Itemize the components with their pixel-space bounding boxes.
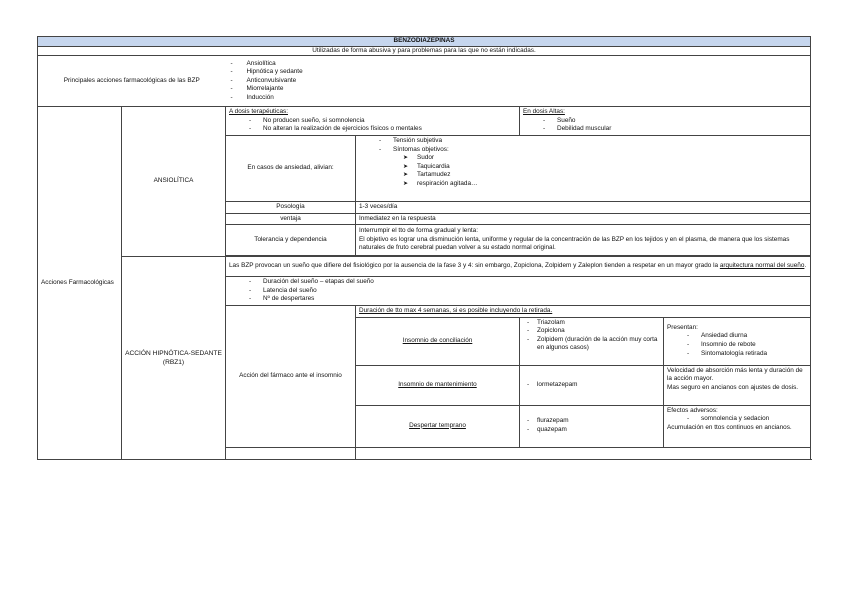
page <box>37 36 810 460</box>
temprano-notes-cell <box>664 405 811 447</box>
list-item: - Hipnótica y sedante <box>229 68 808 77</box>
list-item: - Insomnio de rebote <box>667 341 807 350</box>
list-item: - Tensión subjetiva <box>359 137 807 146</box>
objetivos-list <box>359 154 807 188</box>
dosis-altas-list <box>523 117 807 134</box>
ansiedad-label: En casos de ansiedad, alivian: <box>226 135 356 201</box>
mantenimiento-note2: Mas seguro en ancianos con ajustes de dosis. <box>667 383 799 391</box>
ventaja-label: ventaja <box>226 213 356 225</box>
hipnotica-effects-cell <box>226 277 811 306</box>
list-item: ➤ Sudor <box>359 154 807 163</box>
duracion-note: Duración de tto max 4 semanas, si es posible incluyendo la retirada. <box>356 305 811 317</box>
list-item: - Ansiolítica <box>229 60 808 69</box>
list-item: - Anticonvulsivante <box>229 77 808 86</box>
dosis-altas-cell <box>520 107 811 136</box>
list-item: - Duración del sueño – etapas del sueño <box>229 278 807 287</box>
empty-cell <box>226 447 356 459</box>
list-item: - somnolencia y sedacion <box>667 415 807 424</box>
conciliacion-drugs <box>523 319 660 353</box>
table-title: BENZODIAZEPINAS <box>38 37 811 47</box>
temprano-drugs <box>523 417 660 434</box>
conciliacion-label: Insomnio de conciliación <box>356 317 520 365</box>
hipnotica-effects-list <box>229 278 807 304</box>
list-item: - Zolpidem (duración de la acción muy corta en algunos casos) <box>523 336 660 353</box>
list-item: - flurazepam <box>523 417 660 426</box>
list-item: - Sueño <box>523 117 807 126</box>
ventaja-value: Inmediatez en la respuesta <box>356 213 811 225</box>
adversos-heading: Efectos adversos: <box>667 406 718 414</box>
mantenimiento-drugs <box>523 381 660 390</box>
tolerancia-cell <box>356 225 811 256</box>
acumulacion-note: Acumulación en ttos continuos en ancianos. <box>667 423 792 431</box>
list-item: - Debilidad muscular <box>523 125 807 134</box>
tolerancia-line1: Interrumpir el tto de forma gradual y lenta: <box>359 227 478 235</box>
intro-end: . <box>804 262 807 270</box>
posologia-value: 1-3 veces/día <box>356 201 811 213</box>
list-item: - Latencia del sueño <box>229 287 807 296</box>
list-item: ➤ Tartamudez <box>359 171 807 180</box>
benzodiazepinas-table <box>37 36 811 460</box>
temprano-label: Despertar temprano <box>356 405 520 447</box>
ansiedad-list <box>359 137 807 154</box>
principales-list-cell <box>226 56 811 107</box>
tolerancia-line2: El objetivo es lograr una disminución lenta, uniforme y regular de la concentración de las BZP en los tejidos y en el plasma, de manera que los sistemas naturales de fruto cerebral puedan volver a su estado normal original. <box>359 235 790 252</box>
table-subtitle: Utilizadas de forma abusiva y para problemas para las que no están indicadas. <box>38 46 811 56</box>
mantenimiento-label: Insomnio de mantenimiento <box>356 365 520 405</box>
ansiolitica-label: ANSIOLÍTICA <box>122 107 226 257</box>
tolerancia-label: Tolerancia y dependencia <box>226 225 356 256</box>
list-item: - Ansiedad diurna <box>667 332 807 341</box>
list-item: - Síntomas objetivos: <box>359 146 807 155</box>
ansiedad-cell <box>356 135 811 201</box>
hipnotica-intro <box>226 257 811 277</box>
list-item: - Zopiclona <box>523 327 660 336</box>
list-item: - lormetazepam <box>523 381 660 390</box>
temprano-drugs-cell <box>520 405 664 447</box>
mantenimiento-notes-cell <box>664 365 811 405</box>
empty-cell <box>356 447 811 459</box>
conciliacion-effects <box>667 332 807 358</box>
hipnotica-code: (RBZ1) <box>162 358 185 366</box>
mantenimiento-drugs-cell <box>520 365 664 405</box>
list-item: - Inducción <box>229 94 808 103</box>
hipnotica-label: ACCIÓN HIPNÓTICA-SEDANTE <box>125 349 222 357</box>
dosis-terapeuticas-list <box>229 117 516 134</box>
dosis-terapeuticas-heading: A dosis terapéuticas: <box>229 108 288 116</box>
adversos-list <box>667 415 807 424</box>
dosis-altas-heading: En dosis Altas: <box>523 108 565 116</box>
acciones-label: Acciones Farmacológicas <box>38 107 122 459</box>
list-item: - Triazolam <box>523 319 660 328</box>
arquitectura-link: arquitectura normal del sueño <box>719 262 805 270</box>
list-item: - quazepam <box>523 426 660 435</box>
list-item: - Nº de despertares <box>229 295 807 304</box>
intro-text: Las BZP provocan un sueño que difiere del fisiológico por la ausencia de la fase 3 y 4: sin embargo, Zopiclona, Zolpidem y Zaleplon tienden a respetar en un mayor grado la <box>229 262 720 270</box>
list-item: - No producen sueño, si somnolencia <box>229 117 516 126</box>
principales-list <box>229 60 808 103</box>
mantenimiento-note1: Velocidad de absorción más lenta y duración de la acción mayor. <box>667 366 803 383</box>
conciliacion-effects-cell <box>664 317 811 365</box>
dosis-terapeuticas-cell <box>226 107 520 136</box>
list-item: - Sintomatología retirada <box>667 350 807 359</box>
conciliacion-drugs-cell <box>520 317 664 365</box>
hipnotica-label-cell <box>122 257 226 459</box>
list-item: ➤ Taquicardia <box>359 163 807 172</box>
list-item: - Miorrelajante <box>229 85 808 94</box>
list-item: ➤ respiración agitada… <box>359 180 807 189</box>
principales-label: Principales acciones farmacológicas de las BZP <box>38 56 226 107</box>
list-item: - No alteran la realización de ejercicios físicos o mentales <box>229 125 516 134</box>
presentan-heading: Presentan: <box>667 323 698 331</box>
insomnio-label: Acción del fármaco ante el insomnio <box>226 305 356 447</box>
posologia-label: Posología <box>226 201 356 213</box>
